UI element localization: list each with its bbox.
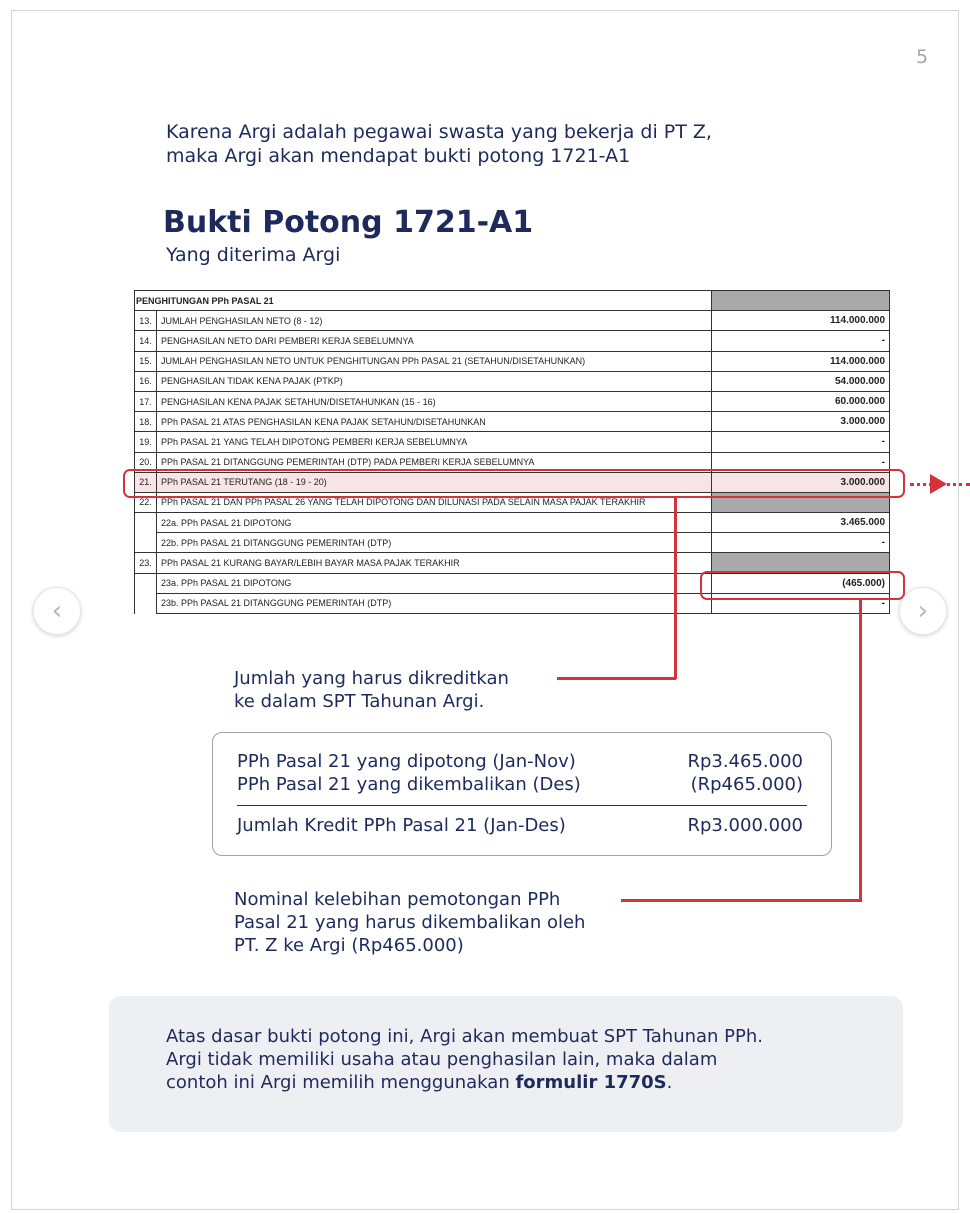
- summary-row-total: [237, 815, 803, 836]
- row-value: -: [712, 331, 890, 351]
- row-label: 23a. PPh PASAL 21 DIPOTONG: [157, 573, 712, 593]
- table-row: [135, 351, 890, 371]
- row-label: PPh PASAL 21 YANG TELAH DIPOTONG PEMBERI KERJA SEBELUMNYA: [157, 432, 712, 452]
- credit-note-line-1: Jumlah yang harus dikreditkan: [234, 668, 509, 689]
- row-label: PPh PASAL 21 TERUTANG (18 - 19 - 20): [157, 472, 712, 492]
- arrow-right-icon: [930, 474, 947, 494]
- row-number: [135, 593, 157, 613]
- row-label: PENGHASILAN KENA PAJAK SETAHUN/DISETAHUNKAN (15 - 16): [157, 391, 712, 411]
- row-value: 60.000.000: [712, 391, 890, 411]
- row-label: JUMLAH PENGHASILAN NETO UNTUK PENGHITUNGAN PPh PASAL 21 (SETAHUN/DISETAHUNKAN): [157, 351, 712, 371]
- row-label: 23b. PPh PASAL 21 DITANGGUNG PEMERINTAH (DTP): [157, 593, 712, 613]
- intro-text: [166, 120, 806, 168]
- row-label: PENGHASILAN NETO DARI PEMBERI KERJA SEBELUMNYA: [157, 331, 712, 351]
- row-label: PPh PASAL 21 KURANG BAYAR/LEBIH BAYAR MASA PAJAK TERAKHIR: [157, 553, 712, 573]
- row-number: 22.: [135, 492, 157, 512]
- row-value: -: [712, 452, 890, 472]
- refund-note-line-3: PT. Z ke Argi (Rp465.000): [234, 935, 464, 956]
- conclusion-line-3-suffix: .: [666, 1072, 673, 1093]
- summary-total-label: Jumlah Kredit PPh Pasal 21 (Jan-Des): [237, 815, 566, 836]
- row-number: [135, 513, 157, 533]
- summary-value: Rp3.465.000: [687, 751, 803, 772]
- row-number: 16.: [135, 371, 157, 391]
- summary-value: (Rp465.000): [690, 774, 803, 795]
- page-title: Bukti Potong 1721-A1: [163, 205, 534, 240]
- row-label: PPh PASAL 21 DITANGGUNG PEMERINTAH (DTP) PADA PEMBERI KERJA SEBELUMNYA: [157, 452, 712, 472]
- row-value: 3.465.000: [712, 513, 890, 533]
- row-value: -: [712, 593, 890, 613]
- table-row: [135, 412, 890, 432]
- row-value: 3.000.000: [712, 472, 890, 492]
- row-number: 15.: [135, 351, 157, 371]
- summary-label: PPh Pasal 21 yang dikembalikan (Des): [237, 774, 581, 795]
- table-cell-gray: [712, 291, 890, 311]
- row-number: 21.: [135, 472, 157, 492]
- prev-slide-button[interactable]: [33, 587, 81, 635]
- chevron-left-icon: ‹: [51, 596, 63, 626]
- summary-row-refund: [237, 774, 803, 795]
- row-label: PPh PASAL 21 ATAS PENGHASILAN KENA PAJAK SETAHUN/DISETAHUNKAN: [157, 412, 712, 432]
- row-number: 23.: [135, 553, 157, 573]
- table-row: [135, 371, 890, 391]
- refund-note-line-1: Nominal kelebihan pemotongan PPh: [234, 889, 561, 910]
- row-number: 13.: [135, 311, 157, 331]
- credit-summary-box: [212, 732, 832, 856]
- table-header-row: [135, 291, 890, 311]
- row-value: 54.000.000: [712, 371, 890, 391]
- page-subtitle: Yang diterima Argi: [166, 244, 341, 266]
- intro-line-1: Karena Argi adalah pegawai swasta yang bekerja di PT Z,: [166, 121, 712, 143]
- refund-note-line-2: Pasal 21 yang harus dikembalikan oleh: [234, 912, 586, 933]
- row-number: 18.: [135, 412, 157, 432]
- conclusion-line-3-prefix: contoh ini Argi memilih menggunakan: [166, 1072, 516, 1093]
- row-number: 19.: [135, 432, 157, 452]
- page-number: 5: [915, 46, 929, 68]
- row-value: 114.000.000: [712, 311, 890, 331]
- table-row: [135, 331, 890, 351]
- credit-note-line-2: ke dalam SPT Tahunan Argi.: [234, 691, 485, 712]
- credit-note: [234, 667, 564, 713]
- refund-note: [234, 888, 634, 957]
- summary-row-withheld: [237, 751, 803, 772]
- intro-line-2: maka Argi akan mendapat bukti potong 1721-A1: [166, 145, 631, 167]
- connector-1-horizontal: [557, 677, 676, 680]
- row-label: 22a. PPh PASAL 21 DIPOTONG: [157, 513, 712, 533]
- row-value: 3.000.000: [712, 412, 890, 432]
- row-label: PENGHASILAN TIDAK KENA PAJAK (PTKP): [157, 371, 712, 391]
- conclusion-line-3: [166, 1071, 866, 1094]
- connector-2-vertical: [859, 599, 862, 901]
- table-row: [135, 311, 890, 331]
- row-number: 17.: [135, 391, 157, 411]
- connector-1-vertical: [674, 497, 677, 679]
- table-row: [135, 513, 890, 533]
- summary-label: PPh Pasal 21 yang dipotong (Jan-Nov): [237, 751, 576, 772]
- form-name: formulir 1770S: [515, 1072, 667, 1093]
- next-slide-button[interactable]: [899, 587, 947, 635]
- row-value: (465.000): [712, 573, 890, 593]
- table-header: PENGHITUNGAN PPh PASAL 21: [135, 291, 712, 311]
- row-number: 14.: [135, 331, 157, 351]
- conclusion-box: [109, 996, 903, 1132]
- chevron-right-icon: ›: [917, 596, 929, 626]
- row-21-highlight: [123, 469, 905, 498]
- connector-2-horizontal: [621, 899, 862, 902]
- table-row: [135, 391, 890, 411]
- row-value: -: [712, 533, 890, 553]
- row-value: -: [712, 432, 890, 452]
- table-row: [135, 533, 890, 553]
- pph21-table: [134, 290, 890, 614]
- row-label: 22b. PPh PASAL 21 DITANGGUNG PEMERINTAH (DTP): [157, 533, 712, 553]
- value-23a-highlight: [700, 571, 905, 600]
- row-number: [135, 533, 157, 553]
- row-number: 20.: [135, 452, 157, 472]
- summary-total-value: Rp3.000.000: [687, 815, 803, 836]
- conclusion-line-2: Argi tidak memiliki usaha atau penghasilan lain, maka dalam: [166, 1049, 718, 1070]
- table-row: [135, 432, 890, 452]
- row-label: PPh PASAL 21 DAN PPh PASAL 26 YANG TELAH DIPOTONG DAN DILUNASI PADA SELAIN MASA PAJAK TERAKHIR: [157, 492, 712, 512]
- conclusion-text: [166, 1025, 866, 1094]
- row-number: [135, 573, 157, 593]
- conclusion-line-1: Atas dasar bukti potong ini, Argi akan membuat SPT Tahunan PPh.: [166, 1026, 764, 1047]
- summary-divider: [237, 805, 807, 806]
- row-value: 114.000.000: [712, 351, 890, 371]
- row-label: JUMLAH PENGHASILAN NETO (8 - 12): [157, 311, 712, 331]
